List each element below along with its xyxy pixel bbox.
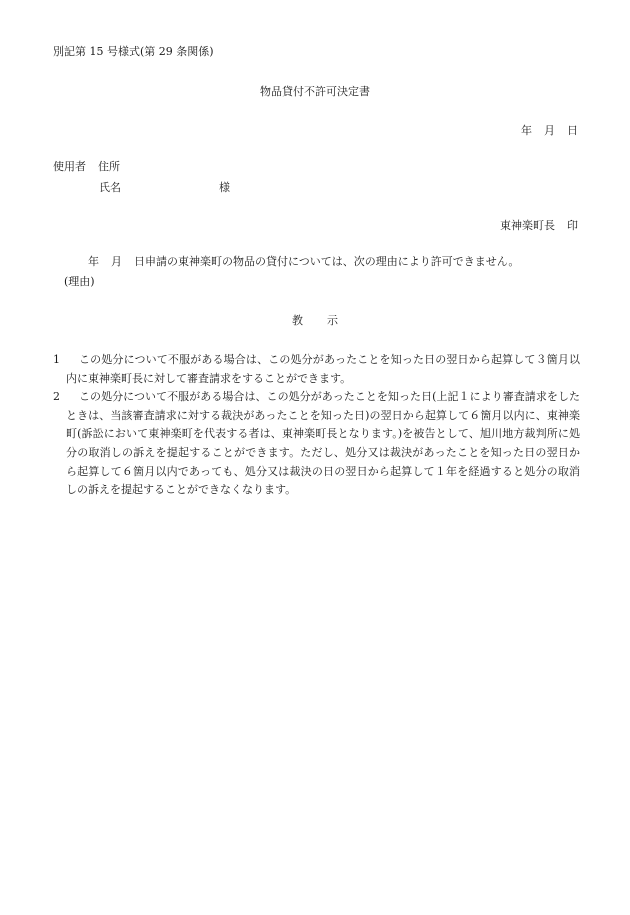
recipient-address-line	[53, 161, 120, 172]
recipient-name-line	[53, 182, 230, 193]
notice-item	[53, 351, 580, 388]
date-line	[521, 125, 578, 136]
date-month: 月	[544, 124, 555, 137]
date-day: 日	[567, 124, 578, 137]
notice-title	[0, 315, 630, 326]
date-year: 年	[521, 124, 532, 137]
document-title: 物品貸付不許可決定書	[260, 85, 370, 98]
name-label: 氏名	[99, 181, 121, 194]
notice-item-number: 1	[53, 353, 60, 366]
notice-item-text: この処分について不服がある場合は、この処分があったことを知った日(上記１により審査請求をしたときは、当該審査請求に対する裁決があったことを知った日)の翌日から起算して６箇月以内に、東神楽町(訴訟において東神楽町を代表する者は、東神楽町長となります。)を被告として、旭川地方裁判所に処分の取消しの訴えを提起することができます。ただし、処分又は裁決があったことを知った日の翌日から起算して６箇月以内であっても、処分又は裁決の日の翌日から起算して１年を経過すると処分の取消しの訴えを提起することができなくなります。	[66, 390, 580, 497]
honorific: 様	[219, 181, 230, 194]
notice-item	[53, 388, 580, 500]
seal-mark: 印	[567, 219, 578, 232]
application-month: 月	[111, 255, 122, 268]
reason-label: (理由)	[64, 275, 95, 288]
notice-item-text: この処分について不服がある場合は、この処分があったことを知った日の翌日から起算して３箇月以内に東神楽町長に対して審査請求をすることができます。	[66, 353, 580, 385]
recipient-role: 使用者	[53, 160, 86, 173]
address-label: 住所	[98, 160, 120, 173]
application-year: 年	[88, 255, 99, 268]
notice-item-number: 2	[53, 390, 60, 404]
decision-text: 日申請の東神楽町の物品の貸付については、次の理由により許可できません。	[134, 255, 520, 268]
issuer-name: 東神楽町長	[500, 219, 555, 232]
form-number-label: 別記第 15 号様式(第 29 条関係)	[53, 45, 214, 58]
decision-statement	[88, 256, 519, 267]
notice-title-char-2: 示	[327, 314, 338, 327]
notice-title-char-1: 教	[292, 314, 303, 327]
issuer-line	[500, 220, 578, 231]
notice-list	[53, 351, 580, 500]
